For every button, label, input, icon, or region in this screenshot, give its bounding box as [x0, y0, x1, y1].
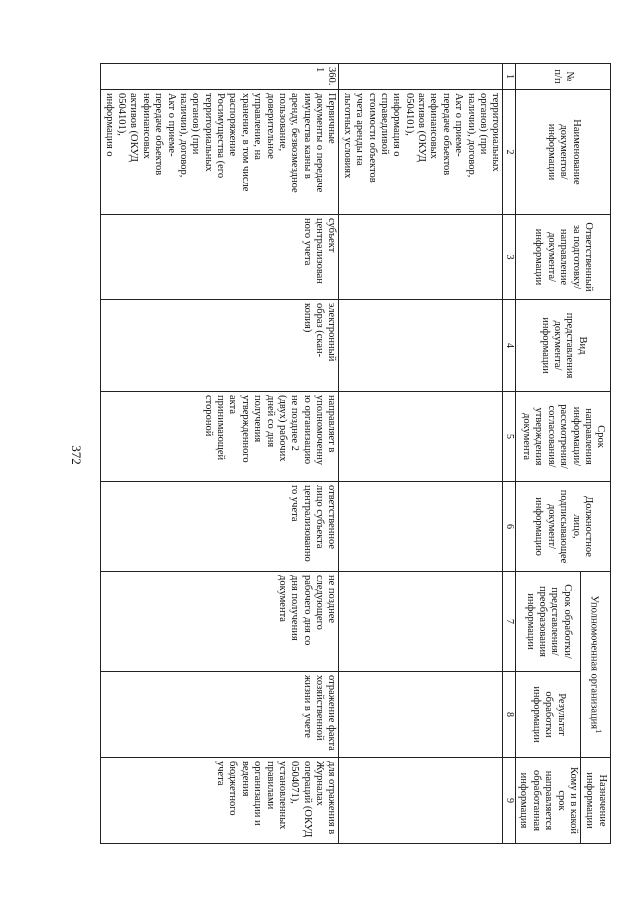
column-number: 1 — [503, 64, 516, 90]
header-col9: Кому и в какой срок направляется обработанная информация — [516, 758, 581, 844]
cell-proc-term — [339, 572, 503, 672]
column-number-row — [503, 64, 516, 844]
header-col6: Должностное лицо, подписывающее документ/ информацию — [516, 482, 611, 572]
header-col3: Ответственный за подготовку/ направление документа/ информации — [516, 215, 611, 300]
footnote-marker: 1 — [593, 729, 604, 734]
table-row — [101, 64, 339, 844]
cell-official — [339, 482, 503, 572]
column-number: 8 — [503, 672, 516, 758]
column-number: 6 — [503, 482, 516, 572]
cell-responsible — [339, 215, 503, 300]
column-number: 9 — [503, 758, 516, 844]
column-number: 4 — [503, 300, 516, 392]
cell-name: территориальных органов) (при наличии), договор, Акт о приеме- передаче объектов нефинансовых активов (ОКУД 0504101), информация о справедливой стоимости объектов учета аренды на льготных условиях — [339, 90, 503, 215]
cell-responsible: субъект централизован ного учета — [101, 215, 339, 300]
header-row-top — [581, 64, 611, 844]
cell-kind: электронный образ (скан- копия) — [101, 300, 339, 392]
header-col8: Результат обработки информации — [516, 672, 581, 758]
cell-proc-term: не позднее следующего рабочего дня со дня получения документа — [101, 572, 339, 672]
header-group-authorized — [581, 572, 611, 758]
rotated-table-container — [103, 63, 611, 843]
page-number: 372 — [69, 445, 84, 465]
header-col4: Вид представления документа/ информации — [516, 300, 611, 392]
cell-num — [339, 64, 503, 90]
table-row — [339, 64, 503, 844]
header-group-purpose: Назначение информации — [581, 758, 611, 844]
cell-name: Первичные документы о передаче имущества казны в аренду, безвозмездное пользование, доверительное управление, на хранение, в том числе распоряжение Росимущества (его территориальных органов) (при наличии), договор, Акт о приеме- передаче объектов нефинансовых активов (ОКУД 0504101), информация о — [101, 90, 339, 215]
header-col5: Срок направления информации/ рассмотрения/ согласования/ утверждения документа — [516, 392, 611, 482]
column-number: 3 — [503, 215, 516, 300]
cell-official: ответственное лицо субъекта централизованно го учета — [101, 482, 339, 572]
header-col1: № п/п — [516, 64, 611, 90]
column-number: 7 — [503, 572, 516, 672]
cell-purpose: для отражения в Журналах операций (ОКУД 0504071), установленных правилами организации и ведения бюджетного учета — [101, 758, 339, 844]
header-group-authorized-label: Уполномоченная организация — [588, 595, 600, 730]
column-number: 5 — [503, 392, 516, 482]
cell-result: отражение факта хозяйственной жизни в учете — [101, 672, 339, 758]
cell-purpose — [339, 758, 503, 844]
header-col7: Срок обработки/ представления/ преобразования информации — [516, 572, 581, 672]
cell-result — [339, 672, 503, 758]
cell-kind — [339, 300, 503, 392]
cell-num: 360.1 — [101, 64, 339, 90]
cell-term: направляет в уполномоченну ю организацию не позднее 2 (двух) рабочих дней со дня получения утвержденного акта принимающей стороной — [101, 392, 339, 482]
column-number: 2 — [503, 90, 516, 215]
document-table — [100, 63, 611, 844]
header-col2: Наименование документов/ информации — [516, 90, 611, 215]
cell-term — [339, 392, 503, 482]
